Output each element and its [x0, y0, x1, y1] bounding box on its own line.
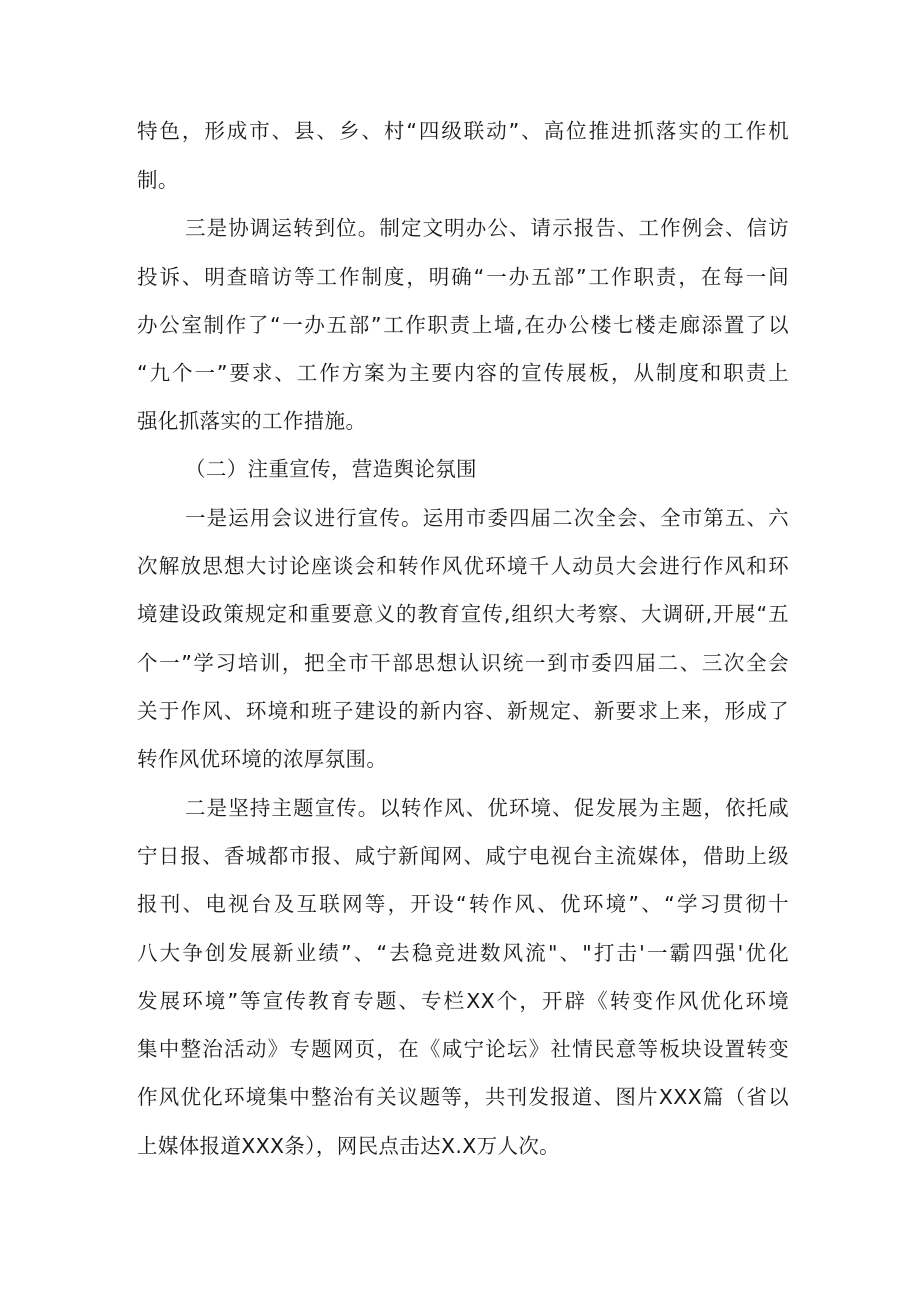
- section-heading: （二）注重宣传，营造舆论氛围: [185, 457, 477, 481]
- body-text-line: 投诉、明查暗访等工作制度，明确“一办五部”工作职责，在每一间: [137, 265, 789, 289]
- body-text-line: “九个一”要求、工作方案为主要内容的宣传展板，从制度和职责上: [137, 361, 789, 385]
- body-text-line: 发展环境”等宣传教育专题、专栏XX个，开辟《转变作风优化环境: [137, 989, 789, 1013]
- body-text-line: 集中整治活动》专题网页，在《咸宁论坛》社情民意等板块设置转变: [137, 1037, 789, 1061]
- body-text-line: 宁日报、香城都市报、咸宁新闻网、咸宁电视台主流媒体，借助上级: [137, 844, 789, 868]
- body-text-line: 强化抓落实的工作措施。: [137, 409, 367, 433]
- body-text-line: 办公室制作了“一办五部”工作职责上墙,在办公楼七楼走廊添置了以: [137, 313, 789, 337]
- body-text-line: 作风优化环境集中整治有关议题等，共刊发报道、图片XXX篇（省以: [137, 1085, 789, 1109]
- body-text-line: 次解放思想大讨论座谈会和转作风优环境千人动员大会进行作风和环: [137, 554, 789, 578]
- paragraph-first-line: 三是协调运转到位。制定文明办公、请示报告、工作例会、信访: [185, 216, 789, 240]
- body-text-line: 个一”学习培训，把全市干部思想认识统一到市委四届二、三次全会: [137, 651, 789, 675]
- body-text-line: 制。: [137, 168, 179, 192]
- paragraph-first-line: 二是坚持主题宣传。以转作风、优环境、促发展为主题，依托咸: [185, 796, 789, 820]
- body-text-line: 报刊、电视台及互联网等，开设“转作风、优环境”、“学习贯彻十: [137, 892, 789, 916]
- body-text-line: 转作风优环境的浓厚氛围。: [137, 747, 388, 771]
- body-text-line: 上媒体报道XXX条），网民点击达X.X万人次。: [137, 1134, 561, 1158]
- body-text-line: 特色，形成市、县、乡、村“四级联动”、高位推进抓落实的工作机: [137, 119, 789, 143]
- body-text-line: 关于作风、环境和班子建设的新内容、新规定、新要求上来，形成了: [137, 699, 789, 723]
- paragraph-first-line: 一是运用会议进行宣传。运用市委四届二次全会、全市第五、六: [185, 506, 789, 530]
- body-text-line: 境建设政策规定和重要意义的教育宣传,组织大考察、大调研,开展“五: [137, 602, 789, 626]
- body-text-line: 八大争创发展新业绩”、“去稳竞进数风流"、"打击'一霸四强'优化: [137, 941, 789, 965]
